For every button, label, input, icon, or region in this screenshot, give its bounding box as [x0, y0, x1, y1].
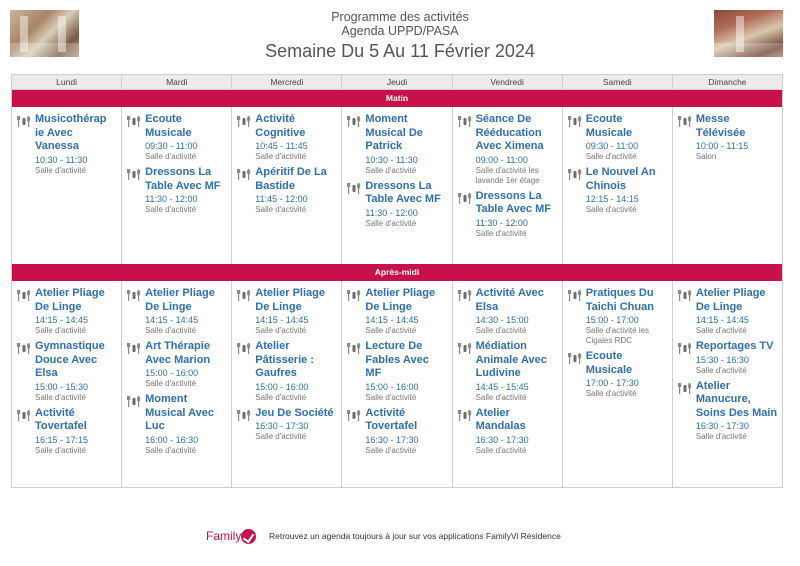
activity-room: Salle d'activité: [585, 389, 637, 398]
day-cell: [231, 281, 341, 487]
activity-time: 17:00 - 17:30: [585, 378, 639, 388]
cutlery-icon: [347, 288, 361, 299]
activity-room: Salle d'activité: [475, 392, 527, 402]
cutlery-icon: [347, 114, 361, 125]
activity-room: Salle d'activité: [145, 205, 197, 214]
cutlery-icon: [127, 114, 141, 125]
activity-title: Atelier Manucure, Soins Des Main: [695, 379, 778, 419]
activity-item[interactable]: [16, 113, 117, 176]
activity-time: 16:00 - 16:30: [145, 434, 199, 445]
cutlery-icon: [458, 191, 472, 202]
activity-title: Apéritif De La Bastide: [255, 166, 327, 192]
activity-room: Salle d'activité: [145, 326, 197, 335]
cutlery-icon: [127, 341, 141, 352]
activity-item[interactable]: [346, 407, 447, 456]
activity-room: Salle d'activité: [35, 165, 86, 175]
activity-room: Salle d'activité: [145, 445, 197, 455]
page-header: [200, 10, 600, 63]
residence-photo-left: [10, 10, 79, 57]
cutlery-icon: [678, 288, 692, 299]
activity-time: 16:30 - 17:30: [365, 434, 419, 445]
activity-room: Salle d'activité: [695, 326, 747, 335]
day-cell: [672, 281, 782, 487]
cutlery-icon: [458, 341, 472, 352]
day-header: Dimanche: [672, 75, 782, 89]
cutlery-icon: [458, 408, 472, 419]
activity-room: Salle d'activité: [255, 326, 307, 335]
activity-title: Activité Cognitive: [255, 113, 306, 139]
activity-time: 15:00 - 16:00: [365, 381, 419, 392]
cutlery-icon: [678, 381, 692, 392]
activity-room: Salle d'activité: [365, 165, 417, 175]
activity-time: 09:30 - 11:00: [585, 141, 639, 151]
day-cell: [452, 281, 562, 487]
program-title: Programme des activités: [331, 10, 469, 24]
day-cell: [121, 281, 231, 487]
activity-room: Salle d'activité: [145, 379, 197, 388]
activity-time: 14:30 - 15:00: [475, 315, 529, 325]
activity-title: Pratiques Du Taichi Chuan: [585, 287, 654, 313]
week-title: Semaine Du 5 Au 11 Février 2024: [265, 41, 535, 61]
activity-title: Atelier Pâtisserie : Gaufres: [255, 340, 314, 379]
activity-title: Jeu De Société: [255, 406, 334, 419]
activity-title: Dressons La Table Avec MF: [475, 189, 551, 215]
activity-room: Salle d'activité: [475, 326, 527, 335]
activity-item[interactable]: [16, 407, 117, 456]
day-cell: [121, 107, 231, 264]
activity-time: 16:30 - 17:30: [255, 421, 309, 431]
activity-time: 16:30 - 17:30: [475, 434, 529, 445]
activity-room: Salle d'activité les lavande 1er étage: [475, 165, 540, 185]
familyvi-logo-icon: [241, 529, 256, 544]
day-cell: [12, 107, 121, 264]
activity-title: Médiation Animale Avec Ludivine: [475, 340, 547, 379]
day-cell: [231, 107, 341, 264]
activity-time: 10:45 - 11:45: [255, 141, 308, 151]
activity-room: Salle d'activité: [35, 392, 86, 402]
cutlery-icon: [237, 167, 251, 178]
activity-title: Atelier Pliage De Linge: [255, 287, 325, 313]
activity-item[interactable]: [126, 393, 227, 456]
activity-room: Salle d'activité: [475, 445, 527, 455]
cutlery-icon: [347, 408, 361, 419]
weekly-schedule: [11, 74, 783, 488]
cutlery-icon: [458, 114, 472, 125]
activity-item[interactable]: [236, 287, 337, 336]
cutlery-icon: [17, 288, 31, 299]
activity-time: 15:00 - 16:00: [145, 368, 199, 378]
day-header: Mercredi: [231, 75, 341, 89]
activity-room: Salle d'activité: [255, 205, 307, 214]
activity-room: Salle d'activité: [585, 152, 637, 161]
activity-title: Le Nouvel An Chinois: [585, 166, 656, 192]
day-cell: [341, 107, 451, 264]
matin-row: [12, 107, 782, 264]
day-cell: [12, 281, 121, 487]
activity-time: 12:15 - 14:15: [585, 194, 639, 204]
day-cell: [452, 107, 562, 264]
activity-item[interactable]: [16, 287, 117, 336]
cutlery-icon: [458, 288, 472, 299]
activity-time: 15:30 - 16:30: [695, 354, 749, 365]
day-cell: [341, 281, 451, 487]
activity-room: Salle d'activité: [695, 432, 747, 441]
cutlery-icon: [17, 341, 31, 352]
activity-item[interactable]: [567, 113, 668, 162]
activity-item[interactable]: [677, 287, 778, 336]
activity-item[interactable]: [567, 287, 668, 346]
day-header: Samedi: [562, 75, 672, 89]
activity-time: 15:00 - 16:00: [255, 381, 309, 392]
footer-message: Retrouvez un agenda toujours à jour sur vos applications FamilyVi Résidence: [269, 531, 561, 541]
activity-room: Salle d'activité: [145, 152, 197, 161]
activity-time: 14:15 - 14:45: [695, 315, 749, 325]
activity-item[interactable]: [16, 340, 117, 403]
activity-item[interactable]: [677, 340, 778, 376]
activity-time: 11:30 - 12:00: [475, 217, 528, 228]
activity-title: Musicothérap ie Avec Vanessa: [35, 113, 107, 152]
activity-item[interactable]: [457, 113, 558, 186]
cutlery-icon: [568, 351, 582, 362]
section-band-apres-midi: Après-midi: [12, 264, 782, 281]
day-header: Jeudi: [341, 75, 451, 89]
activity-item[interactable]: [236, 113, 337, 162]
cutlery-icon: [347, 341, 361, 352]
activity-title: Atelier Pliage De Linge: [695, 287, 766, 313]
activity-time: 11:45 - 12:00: [255, 194, 308, 204]
activity-title: Ecoute Musicale: [585, 350, 633, 376]
day-cell: [562, 107, 672, 264]
activity-item[interactable]: [346, 287, 447, 336]
activity-title: Atelier Mandalas: [475, 406, 526, 432]
apres-midi-row: [12, 281, 782, 487]
cutlery-icon: [237, 408, 251, 419]
activity-time: 10:00 - 11:15: [695, 141, 749, 151]
day-header: Lundi: [56, 77, 77, 87]
activity-item[interactable]: [236, 407, 337, 443]
activity-item[interactable]: [346, 180, 447, 229]
cutlery-icon: [237, 114, 251, 125]
activity-title: Activité Tovertafel: [35, 406, 87, 432]
cutlery-icon: [237, 341, 251, 352]
activity-title: Activité Tovertafel: [365, 406, 418, 432]
cutlery-icon: [568, 288, 582, 299]
activity-room: Salon: [695, 152, 717, 161]
activity-title: Messe Télévisée: [695, 113, 746, 139]
activity-time: 11:30 - 12:00: [365, 207, 418, 218]
cutlery-icon: [568, 167, 582, 178]
activity-time: 15:00 - 17:00: [585, 315, 639, 325]
activity-time: 10:30 - 11:30: [365, 154, 418, 165]
cutlery-icon: [568, 114, 582, 125]
activity-room: Salle d'activité: [255, 432, 307, 441]
activity-time: 15:00 - 15:30: [35, 381, 89, 392]
activity-item[interactable]: [126, 113, 227, 162]
activity-title: Séance De Rééducation Avec Ximena: [475, 113, 544, 152]
activity-item[interactable]: [457, 287, 558, 336]
activity-item[interactable]: [346, 113, 447, 176]
activity-item[interactable]: [126, 166, 227, 215]
cutlery-icon: [678, 341, 692, 352]
activity-time: 14:15 - 14:45: [255, 315, 309, 325]
activity-item[interactable]: [567, 166, 668, 215]
activity-room: Salle d'activité: [365, 218, 417, 228]
activity-item[interactable]: [567, 350, 668, 399]
activity-item[interactable]: [457, 340, 558, 403]
cutlery-icon: [237, 288, 251, 299]
activity-title: Dressons La Table Avec MF: [145, 166, 221, 192]
activity-item[interactable]: [457, 190, 558, 239]
photo-detail: [10, 43, 79, 57]
cutlery-icon: [127, 394, 141, 405]
cutlery-icon: [127, 167, 141, 178]
activity-room: Salle d'activité: [365, 445, 417, 455]
cutlery-icon: [127, 288, 141, 299]
activity-item[interactable]: [236, 166, 337, 215]
activity-room: Salle d'activité les Cigales RDC: [585, 326, 650, 345]
activity-item[interactable]: [677, 113, 778, 162]
activity-room: Salle d'activité: [255, 392, 307, 402]
activity-time: 14:15 - 14:45: [365, 315, 419, 325]
activity-time: 11:30 - 12:00: [145, 194, 198, 204]
activity-item[interactable]: [457, 407, 558, 456]
cutlery-icon: [17, 408, 31, 419]
cutlery-icon: [678, 114, 692, 125]
activity-time: 10:30 - 11:30: [35, 154, 88, 165]
activity-room: Salle d'activité: [35, 445, 86, 455]
day-header: Vendredi: [452, 75, 562, 89]
activity-title: Ecoute Musicale: [145, 113, 192, 139]
activity-room: Salle d'activité: [585, 205, 637, 214]
activity-title: Atelier Pliage De Linge: [35, 287, 105, 313]
activity-title: Dressons La Table Avec MF: [365, 179, 441, 205]
activity-time: 14:15 - 14:45: [35, 315, 89, 325]
familyvi-logo: Family: [206, 529, 242, 543]
activity-room: Salle d'activité: [475, 228, 527, 238]
activity-title: Moment Musical Avec Luc: [145, 393, 215, 432]
activity-time: 16:15 - 17:15: [35, 434, 89, 445]
activity-title: Atelier Pliage De Linge: [365, 287, 436, 313]
activity-room: Salle d'activité: [365, 326, 417, 335]
activity-time: 16:30 - 17:30: [695, 421, 749, 431]
activity-title: Gymnastique Douce Avec Elsa: [35, 340, 105, 379]
cutlery-icon: [17, 114, 31, 125]
activity-title: Moment Musical De Patrick: [365, 113, 423, 152]
activity-item[interactable]: [126, 340, 227, 389]
day-header: Mardi: [121, 75, 231, 89]
activity-title: Ecoute Musicale: [585, 113, 633, 139]
activity-room: Salle d'activité: [255, 152, 307, 161]
activity-title: Lecture De Fables Avec MF: [365, 340, 429, 379]
day-header-row: [12, 75, 782, 90]
section-band-matin: Matin: [12, 90, 782, 107]
day-cell: [562, 281, 672, 487]
activity-title: Reportages TV: [695, 340, 774, 352]
activity-title: Art Thérapie Avec Marion: [145, 340, 211, 366]
activity-time: 09:00 - 11:00: [475, 154, 528, 165]
activity-item[interactable]: [677, 380, 778, 443]
activity-title: Atelier Pliage De Linge: [145, 287, 215, 313]
activity-room: Salle d'activité: [35, 326, 86, 335]
activity-item[interactable]: [236, 340, 337, 403]
activity-title: Activité Avec Elsa: [475, 287, 544, 313]
page-footer: [0, 529, 800, 545]
activity-time: 14:15 - 14:45: [145, 315, 199, 325]
residence-photo-right: [714, 10, 783, 57]
cutlery-icon: [347, 181, 361, 192]
activity-item[interactable]: [126, 287, 227, 336]
activity-room: Salle d'activité: [365, 392, 417, 402]
activity-room: Salle d'activité: [695, 365, 747, 375]
agenda-name: Agenda UPPD/PASA: [341, 24, 459, 38]
activity-item[interactable]: [346, 340, 447, 403]
day-cell: [672, 107, 782, 264]
activity-time: 14:45 - 15:45: [475, 381, 529, 392]
activity-time: 09:30 - 11:00: [145, 141, 198, 151]
photo-detail: [714, 43, 783, 57]
